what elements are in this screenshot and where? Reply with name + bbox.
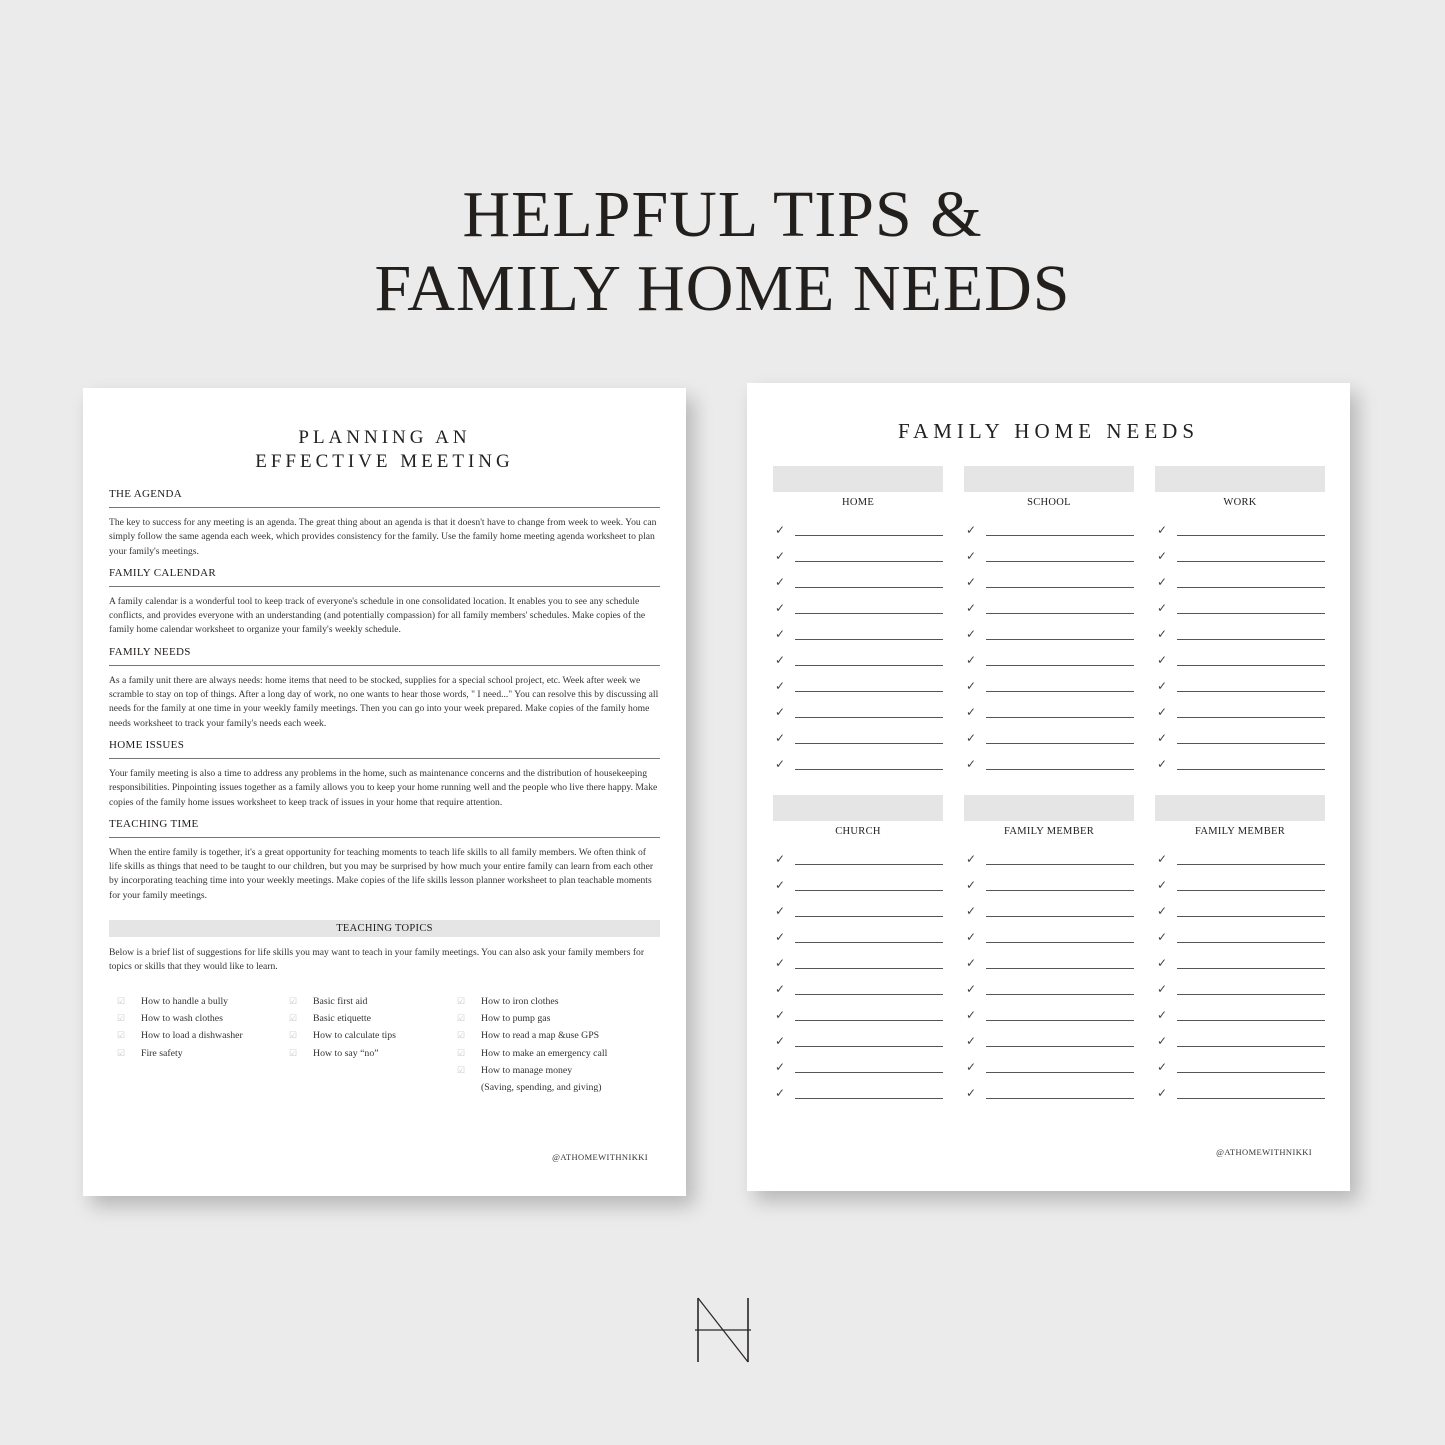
checkmark-icon: ✓: [966, 679, 977, 693]
checkmark-icon: ✓: [775, 956, 786, 970]
checkmark-icon: ✓: [775, 1034, 786, 1048]
write-in-line[interactable]: [986, 994, 1134, 995]
checkmark-icon: ✓: [966, 1008, 977, 1022]
checkmark-icon: ✓: [966, 705, 977, 719]
topic-item: ☑ How to handle a bully: [117, 993, 243, 1010]
checkbox-icon: ☑: [457, 1012, 466, 1023]
write-in-line[interactable]: [1177, 942, 1325, 943]
section-body-teaching-time: When the entire family is together, it's a great opportunity for teaching moments to teach life skills to all family members. We often think of life skills as things that need to be taught to our children, but you may be surprised by how much your entire family can learn from each other by incorporating teaching time into your weekly meetings. Make copies of the life skills lesson planner worksheet to plan teachable moments for your family meetings.: [109, 846, 654, 901]
checklist-row[interactable]: [773, 699, 943, 725]
checkmark-icon: ✓: [1157, 705, 1168, 719]
checklist-row[interactable]: [1155, 1028, 1325, 1054]
checkmark-icon: ✓: [1157, 930, 1168, 944]
column-label: WORK: [1223, 497, 1257, 508]
checkbox-icon: ☑: [289, 1012, 298, 1023]
write-in-line[interactable]: [1177, 864, 1325, 865]
topic-item: ☑ How to read a map &use GPS: [457, 1027, 607, 1044]
write-in-line[interactable]: [1177, 769, 1325, 770]
checkmark-icon: ✓: [966, 930, 977, 944]
write-in-line[interactable]: [986, 561, 1134, 562]
checkmark-icon: ✓: [775, 705, 786, 719]
checklist-row[interactable]: [773, 950, 943, 976]
write-in-line[interactable]: [795, 743, 943, 744]
checkmark-icon: ✓: [775, 852, 786, 866]
write-in-line[interactable]: [986, 890, 1134, 891]
write-in-line[interactable]: [1177, 1098, 1325, 1099]
checkmark-icon: ✓: [775, 653, 786, 667]
topic-item: ☑ How to load a dishwasher: [117, 1027, 243, 1044]
checkmark-icon: ✓: [1157, 523, 1168, 537]
topic-item: ☑ How to make an emergency call: [457, 1045, 607, 1062]
checkmark-icon: ✓: [1157, 757, 1168, 771]
checkbox-icon: ☑: [289, 1030, 298, 1041]
topic-item: ☑ How to calculate tips: [289, 1027, 396, 1044]
checklist-row[interactable]: [964, 517, 1134, 543]
checkmark-icon: ✓: [966, 523, 977, 537]
checklist-row[interactable]: [1155, 1054, 1325, 1080]
checklist-row[interactable]: [964, 543, 1134, 569]
headline: [0, 178, 1445, 326]
write-in-line[interactable]: [795, 587, 943, 588]
checklist-row[interactable]: [1155, 647, 1325, 673]
column-header-bar: [773, 795, 943, 821]
checklist-row[interactable]: [773, 1054, 943, 1080]
checklist-row[interactable]: [773, 924, 943, 950]
checkmark-icon: ✓: [966, 627, 977, 641]
checklist-row[interactable]: [964, 725, 1134, 751]
topics-column-2: [289, 993, 396, 1062]
checklist-row[interactable]: [1155, 1080, 1325, 1106]
column-header-bar: [964, 795, 1134, 821]
write-in-line[interactable]: [986, 864, 1134, 865]
checkmark-icon: ✓: [1157, 956, 1168, 970]
checkmark-icon: ✓: [775, 1060, 786, 1074]
topic-item: ☑ How to wash clothes: [117, 1010, 243, 1027]
write-in-line[interactable]: [1177, 691, 1325, 692]
column-label: FAMILY MEMBER: [1003, 826, 1095, 837]
write-in-line[interactable]: [986, 717, 1134, 718]
checkmark-icon: ✓: [966, 549, 977, 563]
topics-column-1: [117, 993, 243, 1062]
write-in-line[interactable]: [795, 613, 943, 614]
write-in-line[interactable]: [986, 968, 1134, 969]
write-in-line[interactable]: [986, 587, 1134, 588]
write-in-line[interactable]: [1177, 1046, 1325, 1047]
checklist-row[interactable]: [773, 569, 943, 595]
section-heading-agenda: THE AGENDA: [109, 488, 660, 508]
checklist-row[interactable]: [1155, 976, 1325, 1002]
topic-item: ☑ How to say “no”: [289, 1045, 396, 1062]
checklist-row[interactable]: [1155, 517, 1325, 543]
section-body-home-issues: Your family meeting is also a time to address any problems in the home, such as maintenance concerns and the distribution of housekeeping responsibilities. Pinpointing issues together as a family allows you to keep your home running well and the people who live there happy. Make copies of the family home issues worksheet to keep track of issues in your home that require attention.: [109, 767, 658, 808]
write-in-line[interactable]: [795, 1020, 943, 1021]
checkbox-icon: ☑: [289, 1047, 298, 1058]
checklist-row[interactable]: [964, 673, 1134, 699]
checklist-row[interactable]: [1155, 846, 1325, 872]
checklist-row[interactable]: [773, 517, 943, 543]
checklist-row[interactable]: [964, 950, 1134, 976]
checklist-row[interactable]: [964, 1054, 1134, 1080]
write-in-line[interactable]: [1177, 639, 1325, 640]
checklist-row[interactable]: [1155, 950, 1325, 976]
write-in-line[interactable]: [986, 1020, 1134, 1021]
checkmark-icon: ✓: [775, 549, 786, 563]
write-in-line[interactable]: [1177, 1072, 1325, 1073]
needs-column: [964, 795, 1134, 1106]
checklist-row[interactable]: [1155, 898, 1325, 924]
checkmark-icon: ✓: [966, 956, 977, 970]
write-in-line[interactable]: [795, 665, 943, 666]
write-in-line[interactable]: [986, 1098, 1134, 1099]
section-heading-family-calendar: FAMILY CALENDAR: [109, 567, 660, 587]
write-in-line[interactable]: [1177, 717, 1325, 718]
checklist-row[interactable]: [773, 673, 943, 699]
write-in-line[interactable]: [795, 1098, 943, 1099]
write-in-line[interactable]: [1177, 587, 1325, 588]
section-body-agenda: The key to success for any meeting is an agenda. The great thing about an agenda is that it doesn't have to change from week to week. You can simply follow the same agenda each week, which provides consistency for the family. Use the family home meeting agenda worksheet to plan your family's meetings.: [109, 517, 657, 557]
write-in-line[interactable]: [795, 942, 943, 943]
checklist-row[interactable]: [964, 621, 1134, 647]
needs-column: [773, 795, 943, 1106]
checklist-row[interactable]: [1155, 699, 1325, 725]
checklist-row[interactable]: [1155, 1002, 1325, 1028]
write-in-line[interactable]: [986, 1046, 1134, 1047]
column-label: SCHOOL: [1027, 497, 1071, 508]
column-header-bar: [773, 466, 943, 492]
checkmark-icon: ✓: [1157, 731, 1168, 745]
write-in-line[interactable]: [1177, 613, 1325, 614]
checkmark-icon: ✓: [775, 627, 786, 641]
planning-meeting-sheet: [83, 388, 686, 1196]
checkbox-icon: ☑: [117, 995, 126, 1006]
checkbox-icon: ☑: [117, 1012, 126, 1023]
checkmark-icon: ✓: [1157, 549, 1168, 563]
write-in-line[interactable]: [986, 639, 1134, 640]
checkmark-icon: ✓: [1157, 627, 1168, 641]
needs-column: [1155, 795, 1325, 1106]
checkmark-icon: ✓: [1157, 1008, 1168, 1022]
write-in-line[interactable]: [986, 942, 1134, 943]
checkmark-icon: ✓: [966, 878, 977, 892]
needs-column: [773, 466, 943, 777]
write-in-line[interactable]: [795, 561, 943, 562]
checklist-row[interactable]: [964, 1080, 1134, 1106]
column-header-bar: [964, 466, 1134, 492]
topic-item: ☑ Basic first aid: [289, 993, 396, 1010]
headline-line-2: FAMILY HOME NEEDS: [374, 252, 1071, 325]
sheet-title-line-2: EFFECTIVE MEETING: [255, 451, 514, 472]
write-in-line[interactable]: [1177, 994, 1325, 995]
checklist-row[interactable]: [964, 846, 1134, 872]
checklist-row[interactable]: [773, 872, 943, 898]
checkmark-icon: ✓: [966, 575, 977, 589]
checkmark-icon: ✓: [966, 904, 977, 918]
checkmark-icon: ✓: [1157, 653, 1168, 667]
checklist-row[interactable]: [773, 595, 943, 621]
checkmark-icon: ✓: [966, 982, 977, 996]
checklist-row[interactable]: [773, 898, 943, 924]
topic-note: (Saving, spending, and giving): [481, 1082, 602, 1094]
column-header-bar: [1155, 795, 1325, 821]
checkmark-icon: ✓: [966, 757, 977, 771]
checkmark-icon: ✓: [775, 904, 786, 918]
checkmark-icon: ✓: [966, 653, 977, 667]
write-in-line[interactable]: [795, 639, 943, 640]
checkmark-icon: ✓: [966, 1034, 977, 1048]
checklist-row[interactable]: [964, 569, 1134, 595]
checkmark-icon: ✓: [1157, 878, 1168, 892]
checklist-row[interactable]: [1155, 543, 1325, 569]
checkmark-icon: ✓: [775, 982, 786, 996]
section-heading-teaching-time: TEACHING TIME: [109, 818, 660, 838]
topic-item: ☑ Fire safety: [117, 1045, 243, 1062]
checklist-row[interactable]: [964, 595, 1134, 621]
write-in-line[interactable]: [986, 1072, 1134, 1073]
write-in-line[interactable]: [986, 691, 1134, 692]
checkmark-icon: ✓: [966, 1060, 977, 1074]
column-header-bar: [1155, 466, 1325, 492]
write-in-line[interactable]: [986, 916, 1134, 917]
checkmark-icon: ✓: [775, 679, 786, 693]
write-in-line[interactable]: [1177, 916, 1325, 917]
social-handle: @ATHOMEWITHNIKKI: [552, 1152, 648, 1162]
teaching-topics-list: [109, 993, 660, 1103]
write-in-line[interactable]: [795, 890, 943, 891]
column-label: FAMILY MEMBER: [1194, 826, 1286, 837]
write-in-line[interactable]: [986, 613, 1134, 614]
checkbox-icon: ☑: [457, 1047, 466, 1058]
checklist-row[interactable]: [773, 846, 943, 872]
write-in-line[interactable]: [795, 864, 943, 865]
needs-column: [964, 466, 1134, 777]
write-in-line[interactable]: [986, 743, 1134, 744]
checkmark-icon: ✓: [1157, 904, 1168, 918]
headline-line-1: HELPFUL TIPS &: [462, 178, 983, 251]
checkmark-icon: ✓: [1157, 982, 1168, 996]
checkbox-icon: ☑: [117, 1030, 126, 1041]
write-in-line[interactable]: [795, 535, 943, 536]
write-in-line[interactable]: [795, 769, 943, 770]
checklist-row[interactable]: [1155, 595, 1325, 621]
topic-item: ☑ How to iron clothes: [457, 993, 607, 1010]
write-in-line[interactable]: [1177, 968, 1325, 969]
checkmark-icon: ✓: [775, 757, 786, 771]
checkbox-icon: ☑: [457, 995, 466, 1006]
write-in-line[interactable]: [1177, 890, 1325, 891]
section-body-family-needs: As a family unit there are always needs: home items that need to be stocked, supplies for a special school project, etc. Week after week we scramble to stay on top of things. After a long day of work, no one wants to hear those words, " I need..." You can resolve this by discussing all needs for the family at one time in your weekly family meetings. Then you can go into your week prepared. Make copies of the family home needs worksheet to track your family's needs each week.: [109, 674, 659, 729]
checkmark-icon: ✓: [1157, 601, 1168, 615]
social-handle: @ATHOMEWITHNIKKI: [1216, 1147, 1312, 1157]
checklist-row[interactable]: [964, 647, 1134, 673]
checklist-row[interactable]: [964, 1028, 1134, 1054]
checklist-row[interactable]: [773, 621, 943, 647]
checkmark-icon: ✓: [966, 852, 977, 866]
checkmark-icon: ✓: [1157, 1060, 1168, 1074]
write-in-line[interactable]: [795, 1046, 943, 1047]
checklist-row[interactable]: [1155, 751, 1325, 777]
checkmark-icon: ✓: [775, 601, 786, 615]
checkbox-icon: ☑: [117, 1047, 126, 1058]
checkmark-icon: ✓: [775, 523, 786, 537]
teaching-topics-intro: Below is a brief list of suggestions for life skills you may want to teach in your family meetings. You can also ask your family members for topics or skills that they would like to learn.: [109, 947, 645, 973]
checkmark-icon: ✓: [966, 731, 977, 745]
checklist-row[interactable]: [1155, 621, 1325, 647]
write-in-line[interactable]: [1177, 561, 1325, 562]
topics-column-3: [457, 993, 607, 1097]
write-in-line[interactable]: [795, 916, 943, 917]
write-in-line[interactable]: [1177, 665, 1325, 666]
checklist-row[interactable]: [1155, 872, 1325, 898]
checklist-row[interactable]: [964, 1002, 1134, 1028]
column-label: HOME: [841, 497, 875, 508]
checkmark-icon: ✓: [775, 575, 786, 589]
checklist-row[interactable]: [773, 751, 943, 777]
checkmark-icon: ✓: [775, 878, 786, 892]
checklist-row[interactable]: [964, 924, 1134, 950]
checklist-row[interactable]: [773, 976, 943, 1002]
checkmark-icon: ✓: [775, 930, 786, 944]
checkmark-icon: ✓: [1157, 1034, 1168, 1048]
write-in-line[interactable]: [986, 665, 1134, 666]
checklist-row[interactable]: [773, 647, 943, 673]
family-home-needs-sheet: [747, 383, 1350, 1191]
checkmark-icon: ✓: [1157, 1086, 1168, 1100]
write-in-line[interactable]: [795, 994, 943, 995]
write-in-line[interactable]: [795, 691, 943, 692]
checkmark-icon: ✓: [775, 731, 786, 745]
write-in-line[interactable]: [986, 769, 1134, 770]
sheet-title: [83, 426, 686, 474]
column-label: CHURCH: [835, 826, 881, 837]
checkmark-icon: ✓: [966, 1086, 977, 1100]
checklist-row[interactable]: [773, 543, 943, 569]
write-in-line[interactable]: [795, 717, 943, 718]
checklist-row[interactable]: [964, 898, 1134, 924]
checkbox-icon: ☑: [457, 1064, 466, 1075]
checklist-row[interactable]: [1155, 725, 1325, 751]
checkbox-icon: ☑: [289, 995, 298, 1006]
section-body-family-calendar: A family calendar is a wonderful tool to keep track of everyone's schedule in one consolidated location. It enables you to see any schedule conflicts, and provides everyone with an understanding (and potentially compassion) for all family members' schedules. Make copies of the family home calendar worksheet to organize your family's weekly schedule.: [109, 595, 646, 636]
checkbox-icon: ☑: [457, 1030, 466, 1041]
write-in-line[interactable]: [1177, 743, 1325, 744]
write-in-line[interactable]: [986, 535, 1134, 536]
checklist-row[interactable]: [964, 751, 1134, 777]
topic-item: ☑ How to pump gas: [457, 1010, 607, 1027]
checkmark-icon: ✓: [1157, 575, 1168, 589]
checklist-row[interactable]: [964, 872, 1134, 898]
write-in-line[interactable]: [1177, 535, 1325, 536]
topic-item: ☑ Basic etiquette: [289, 1010, 396, 1027]
checklist-row[interactable]: [964, 699, 1134, 725]
checklist-row[interactable]: [1155, 924, 1325, 950]
checklist-row[interactable]: [773, 1028, 943, 1054]
checkmark-icon: ✓: [1157, 679, 1168, 693]
needs-column: [1155, 466, 1325, 777]
checkmark-icon: ✓: [966, 601, 977, 615]
checklist-row[interactable]: [964, 976, 1134, 1002]
section-heading-home-issues: HOME ISSUES: [109, 739, 660, 759]
topic-item: ☑ How to manage money: [457, 1062, 607, 1079]
checkmark-icon: ✓: [1157, 852, 1168, 866]
sheet-title: FAMILY HOME NEEDS: [897, 419, 1200, 443]
teaching-topics-heading: TEACHING TOPICS: [109, 920, 660, 937]
write-in-line[interactable]: [795, 1072, 943, 1073]
checklist-row[interactable]: [1155, 673, 1325, 699]
write-in-line[interactable]: [795, 968, 943, 969]
checklist-row[interactable]: [1155, 569, 1325, 595]
checkmark-icon: ✓: [775, 1008, 786, 1022]
brand-monogram-logo: [694, 1296, 752, 1364]
checkmark-icon: ✓: [775, 1086, 786, 1100]
section-heading-family-needs: FAMILY NEEDS: [109, 646, 660, 666]
checklist-row[interactable]: [773, 1080, 943, 1106]
sheet-title-line-1: PLANNING AN: [298, 427, 471, 448]
checklist-row[interactable]: [773, 1002, 943, 1028]
write-in-line[interactable]: [1177, 1020, 1325, 1021]
checklist-row[interactable]: [773, 725, 943, 751]
